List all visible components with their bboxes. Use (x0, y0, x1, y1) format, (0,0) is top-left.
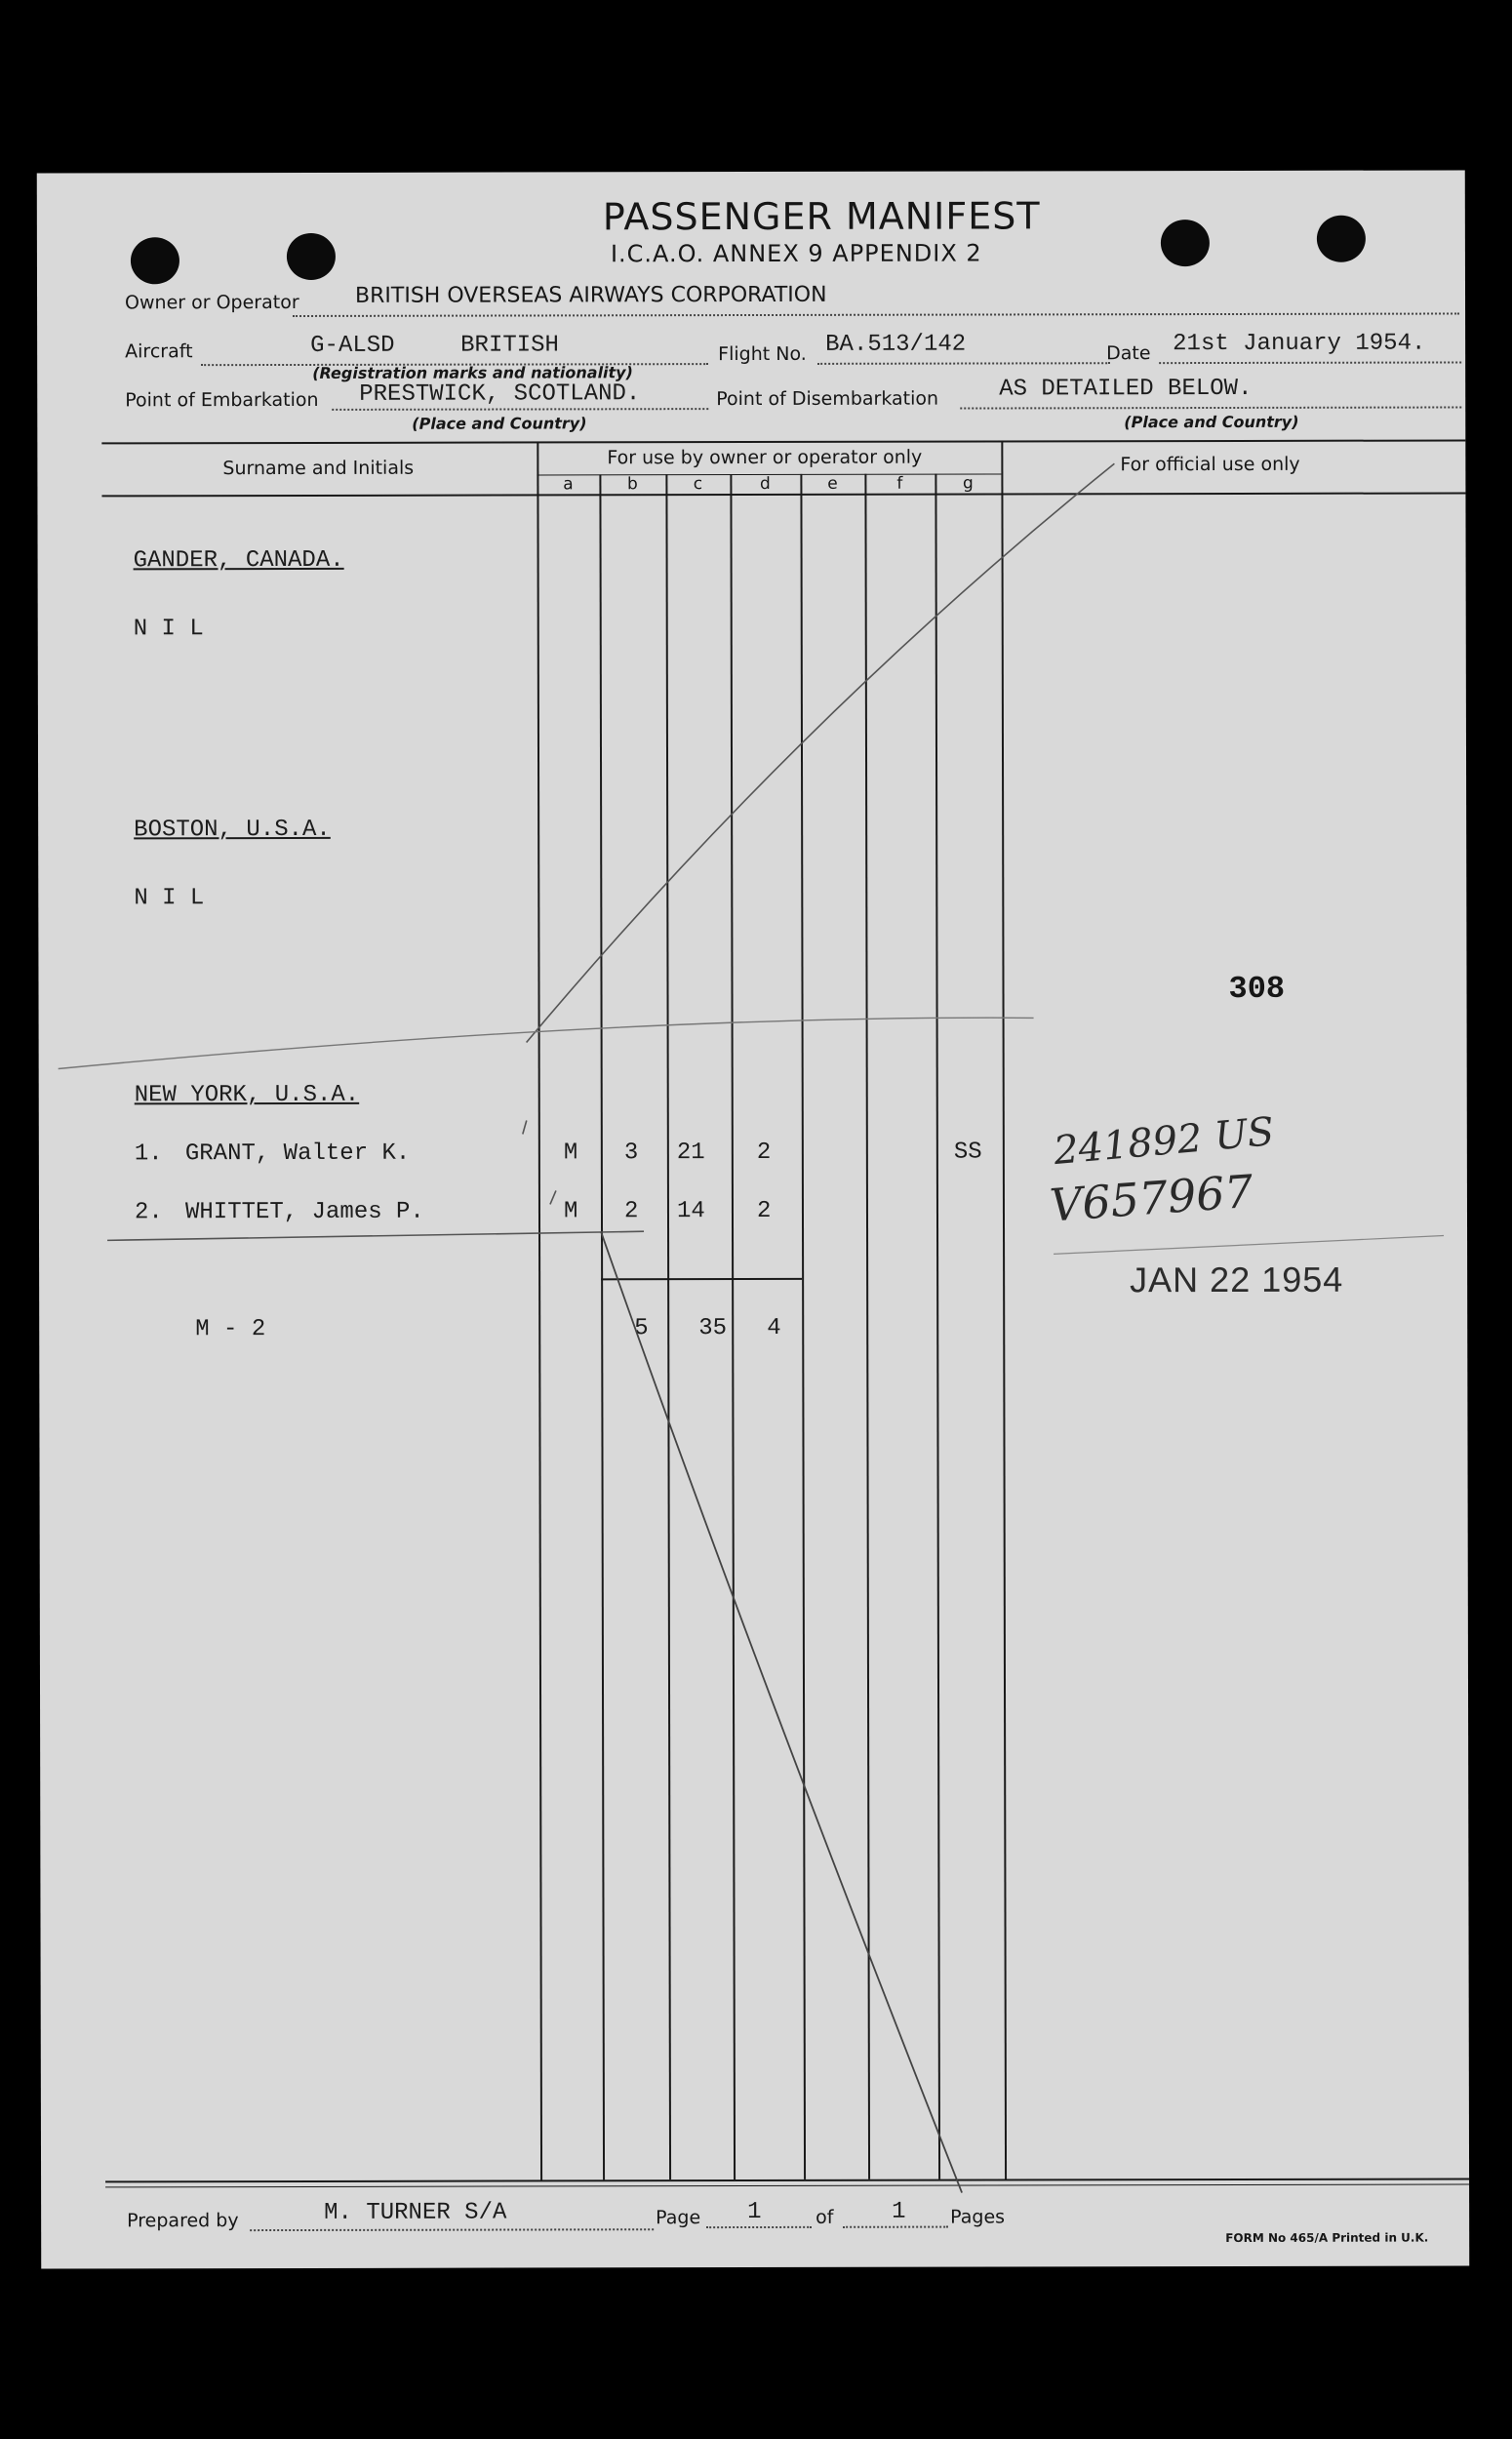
document-title: PASSENGER MANIFEST (602, 194, 1041, 239)
document-subtitle: I.C.A.O. ANNEX 9 APPENDIX 2 (610, 239, 982, 268)
section-heading: BOSTON, U.S.A. (134, 816, 331, 844)
date-stamp: JAN 22 1954 (1130, 1259, 1344, 1300)
of-label: of (816, 2206, 834, 2228)
subcol-b: b (626, 474, 638, 495)
date-label: Date (1106, 342, 1151, 365)
embarkation-value: PRESTWICK, SCOTLAND. (359, 380, 641, 408)
passenger-col-d: 2 (756, 1197, 772, 1224)
aircraft-nationality: BRITISH (460, 332, 559, 359)
subcol-e: e (827, 473, 838, 494)
prepared-by-label: Prepared by (127, 2210, 239, 2232)
passenger-col-c: 21 (676, 1140, 705, 1167)
subcol-g: g (962, 473, 974, 494)
passenger-col-a: M (563, 1140, 578, 1167)
totals-col-b: 5 (634, 1315, 649, 1342)
passenger-number: 2. (134, 1199, 163, 1226)
subcol-f: f (896, 473, 903, 494)
section-heading: GANDER, CANADA. (133, 546, 344, 575)
prepared-by-value: M. TURNER S/A (324, 2199, 507, 2226)
passenger-name: GRANT, Walter K. (184, 1140, 411, 1168)
owner-label: Owner or Operator (125, 291, 299, 314)
passenger-name: WHITTET, James P. (184, 1198, 424, 1226)
col-header-official: For official use only (1120, 453, 1300, 476)
totals-col-d: 4 (767, 1314, 781, 1341)
manifest-page (37, 170, 1469, 2268)
section-note: N I L (133, 616, 204, 643)
section-heading: NEW YORK, U.S.A. (134, 1081, 360, 1109)
disembarkation-note: (Place and Country) (1124, 412, 1299, 432)
owner-value: BRITISH OVERSEAS AIRWAYS CORPORATION (354, 282, 827, 308)
aircraft-label: Aircraft (125, 340, 193, 363)
subcol-c: c (693, 474, 703, 495)
passenger-number: 1. (134, 1140, 163, 1168)
of-value: 1 (892, 2198, 906, 2225)
official-number: 308 (1228, 970, 1286, 1007)
handwritten-number: 241892 US (1052, 1109, 1276, 1175)
flight-value: BA.513/142 (825, 331, 967, 358)
form-number: FORM No 465/A Printed in U.K. (1225, 2230, 1429, 2245)
passenger-col-a: M (563, 1198, 578, 1225)
aircraft-registration: G-ALSD (310, 332, 395, 359)
of-dotted-line (843, 2226, 948, 2228)
embarkation-label: Point of Embarkation (125, 388, 319, 412)
page-label: Page (656, 2207, 701, 2229)
totals-col-c: 35 (698, 1315, 728, 1342)
aircraft-note: (Registration marks and nationality) (312, 363, 633, 382)
pages-label: Pages (950, 2206, 1006, 2228)
col-header-owner-use: For use by owner or operator only (607, 446, 923, 469)
passenger-col-g: SS (953, 1139, 982, 1166)
flight-label: Flight No. (718, 342, 807, 366)
embarkation-note: (Place and Country) (412, 414, 587, 433)
totals-label: M - 2 (195, 1316, 266, 1343)
passenger-col-c: 14 (676, 1198, 705, 1225)
handwritten-code: V657967 (1048, 1164, 1255, 1232)
passenger-col-b: 2 (623, 1198, 639, 1225)
page-dotted-line (706, 2226, 812, 2228)
subcol-a: a (563, 474, 574, 495)
subcol-d: d (759, 473, 771, 494)
passenger-col-d: 2 (756, 1139, 772, 1166)
date-value: 21st January 1954. (1173, 330, 1426, 358)
disembarkation-value: AS DETAILED BELOW. (999, 375, 1253, 403)
section-note: N I L (134, 885, 205, 912)
passenger-col-b: 3 (623, 1140, 639, 1167)
disembarkation-label: Point of Disembarkation (716, 387, 939, 411)
col-header-surname: Surname and Initials (222, 457, 415, 480)
page-value: 1 (747, 2198, 762, 2226)
pencil-marks (37, 170, 1469, 2268)
